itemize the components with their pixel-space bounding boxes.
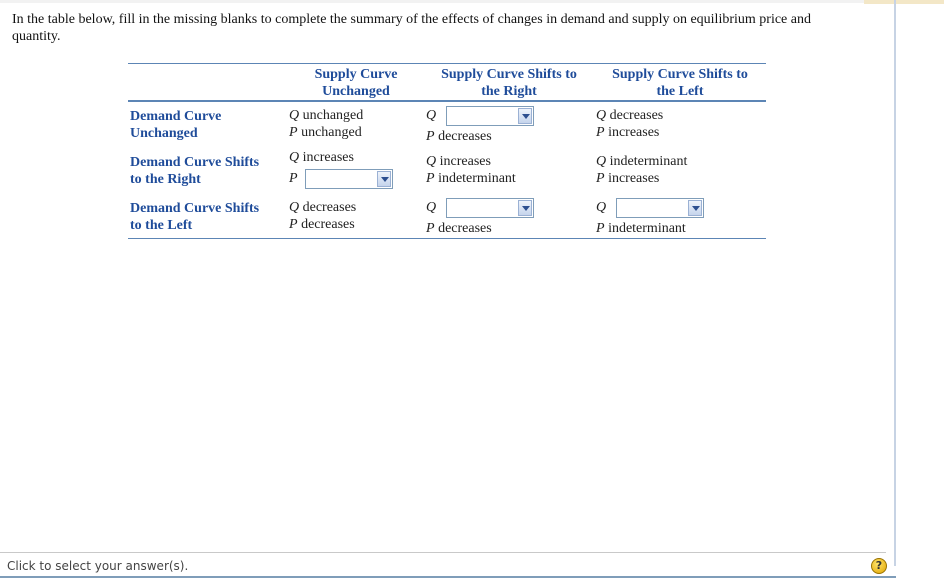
quantity-dropdown[interactable] (446, 198, 534, 218)
table-cell (426, 198, 534, 237)
p-value: increases (608, 125, 660, 140)
quantity-dropdown[interactable] (616, 198, 704, 218)
q-symbol: Q (289, 150, 300, 165)
chevron-down-icon[interactable] (518, 200, 532, 216)
p-value: indeterminant (608, 221, 686, 236)
p-value: decreases (301, 217, 355, 232)
status-text: Click to select your answer(s). (7, 559, 189, 573)
quantity-dropdown[interactable] (446, 106, 534, 126)
row-header-demand-unchanged: Demand Curve Unchanged (130, 109, 222, 141)
q-value: decreases (302, 200, 357, 215)
column-header-supply-unchanged: Supply Curve Unchanged (314, 67, 398, 99)
table-cell (596, 198, 704, 237)
table-cell (289, 107, 363, 141)
table-cell (426, 153, 516, 187)
p-symbol: P (426, 171, 435, 186)
p-symbol: P (289, 217, 298, 232)
chevron-down-icon[interactable] (688, 200, 702, 216)
q-value: decreases (609, 108, 664, 123)
table-header-rule (128, 100, 766, 102)
p-value: decreases (438, 221, 492, 236)
q-symbol: Q (596, 108, 607, 123)
q-value: increases (439, 154, 491, 169)
footer-divider (0, 552, 886, 553)
q-symbol: Q (426, 200, 437, 216)
help-icon[interactable]: ? (871, 558, 887, 574)
table-cell (289, 199, 356, 233)
q-symbol: Q (596, 154, 607, 169)
p-symbol: P (596, 221, 605, 236)
chevron-down-icon[interactable] (377, 171, 391, 187)
frame-right-border (894, 0, 896, 566)
q-symbol: Q (289, 200, 300, 215)
table-cell (596, 107, 663, 141)
q-symbol: Q (426, 154, 437, 169)
q-symbol: Q (596, 200, 607, 216)
p-value: increases (608, 171, 660, 186)
p-value: indeterminant (438, 171, 516, 186)
q-symbol: Q (289, 108, 300, 123)
table-cell (596, 153, 687, 187)
table-cell (289, 149, 393, 189)
q-value: indeterminant (609, 154, 688, 169)
column-header-supply-left: Supply Curve Shifts to the Left (612, 67, 748, 99)
p-symbol: P (596, 171, 605, 186)
table-cell (426, 106, 534, 145)
p-value: decreases (438, 129, 492, 144)
top-bar (0, 0, 944, 3)
p-symbol: P (289, 171, 298, 187)
table-bottom-rule (128, 238, 766, 239)
row-header-demand-left: Demand Curve Shifts to the Left (130, 201, 260, 233)
p-symbol: P (289, 125, 298, 140)
table-top-rule (128, 63, 766, 64)
frame-bottom-border (0, 576, 896, 578)
row-header-demand-right: Demand Curve Shifts to the Right (130, 155, 260, 187)
p-symbol: P (426, 221, 435, 236)
instructions-text: In the table below, fill in the missing blanks to complete the summary of the effects of changes in demand and supply on equilibrium price and quantity. (12, 12, 811, 44)
p-symbol: P (596, 125, 605, 140)
column-header-supply-right: Supply Curve Shifts to the Right (441, 67, 577, 99)
top-bar-accent (864, 0, 944, 4)
p-symbol: P (426, 129, 435, 144)
chevron-down-icon[interactable] (518, 108, 532, 124)
q-symbol: Q (426, 108, 437, 124)
price-dropdown[interactable] (305, 169, 393, 189)
q-value: increases (302, 150, 354, 165)
q-value: unchanged (302, 108, 364, 123)
p-value: unchanged (301, 125, 362, 140)
